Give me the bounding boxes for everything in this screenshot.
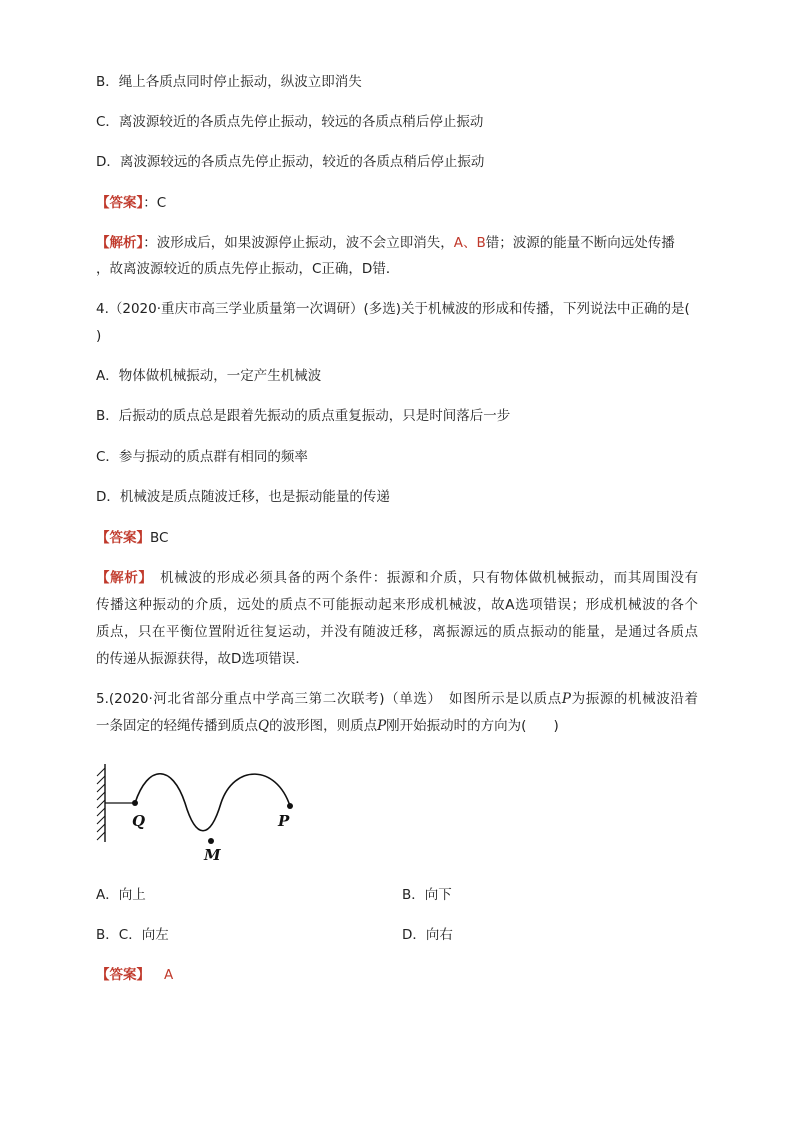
label-p: P xyxy=(278,812,290,830)
wave-figure xyxy=(90,758,320,868)
label-q: Q xyxy=(132,812,146,830)
analysis-label: 【解析】 xyxy=(96,570,146,586)
point-q-dot xyxy=(132,800,138,806)
q4-answer xyxy=(96,532,168,546)
q3-analysis-line-1: 【解析】：波形成后，如果波源停止振动，波不会立即消失，A、B错；波源的能量不断向远处传播 xyxy=(96,235,675,251)
q4-stem-line-2: ) xyxy=(96,328,102,344)
q5-stem-line-2: 一条固定的轻绳传播到质点Q的波形图，则质点P刚开始振动时的方向为( ) xyxy=(96,718,559,734)
q3-answer xyxy=(96,197,166,211)
variable-p: P xyxy=(377,718,387,734)
q4-analysis-line-2: 传播这种振动的介质，远处的质点不可能振动起来形成机械波，故A选项错误；形成机械波的各个 xyxy=(96,597,698,613)
highlight-text: A、B xyxy=(453,235,486,251)
q4-analysis-line-3: 质点，只在平衡位置附近往复运动，并没有随波迁移，离振源远的质点振动的能量，是通过各质点 xyxy=(96,624,698,640)
q5-stem-line-1: 5.(2020·河北省部分重点中学高三第二次联考)（单选） 如图所示是以质点P为振源的机械波沿着 xyxy=(96,691,699,707)
label-m: M xyxy=(204,846,221,864)
point-p-dot xyxy=(287,803,293,809)
wave-curve xyxy=(135,774,290,831)
q3-analysis-line-2: ，故离波源较近的质点先停止振动，C正确，D错． xyxy=(96,261,400,277)
q3-option-c: C．离波源较近的各质点先停止振动，较远的各质点稍后停止振动 xyxy=(96,114,484,130)
q3-option-b: B．绳上各质点同时停止振动，纵波立即消失 xyxy=(96,74,362,90)
answer-value: A xyxy=(164,967,174,983)
q4-option-d: D．机械波是质点随波迁移，也是振动能量的传递 xyxy=(96,489,390,505)
q4-stem-line-1: 4.（2020·重庆市高三学业质量第一次调研）(多选)关于机械波的形成和传播，下列说法中正确的是( xyxy=(96,301,690,317)
variable-p: P xyxy=(561,691,571,707)
wall-hatching xyxy=(97,768,105,840)
answer-label: 【答案】 xyxy=(96,530,150,546)
q3-option-d: D．离波源较远的各质点先停止振动，较近的各质点稍后停止振动 xyxy=(96,154,485,170)
q5-option-a: A．向上 xyxy=(96,887,146,903)
answer-label: 【答案】 xyxy=(96,967,150,983)
answer-label: 【答案】 xyxy=(96,195,144,211)
variable-q: Q xyxy=(258,718,270,734)
q5-option-d: D．向右 xyxy=(402,927,453,943)
q4-analysis-line-4: 的传递从振源获得，故D选项错误． xyxy=(96,651,309,667)
q5-answer xyxy=(96,969,173,983)
q4-option-c: C．参与振动的质点群有相同的频率 xyxy=(96,449,308,465)
q4-option-a: A．物体做机械振动，一定产生机械波 xyxy=(96,368,322,384)
q5-option-c: B．C．向左 xyxy=(96,927,169,943)
analysis-label: 【解析】 xyxy=(96,235,144,251)
q5-option-b: B．向下 xyxy=(402,887,452,903)
answer-value: BC xyxy=(150,530,169,546)
q4-option-b: B．后振动的质点总是跟着先振动的质点重复振动，只是时间落后一步 xyxy=(96,408,511,424)
answer-value: ：C xyxy=(143,195,167,211)
point-m-dot xyxy=(208,838,214,844)
q4-analysis-line-1: 【解析】 机械波的形成必须具备的两个条件：振源和介质，只有物体做机械振动，而其周围没有 xyxy=(96,570,699,586)
